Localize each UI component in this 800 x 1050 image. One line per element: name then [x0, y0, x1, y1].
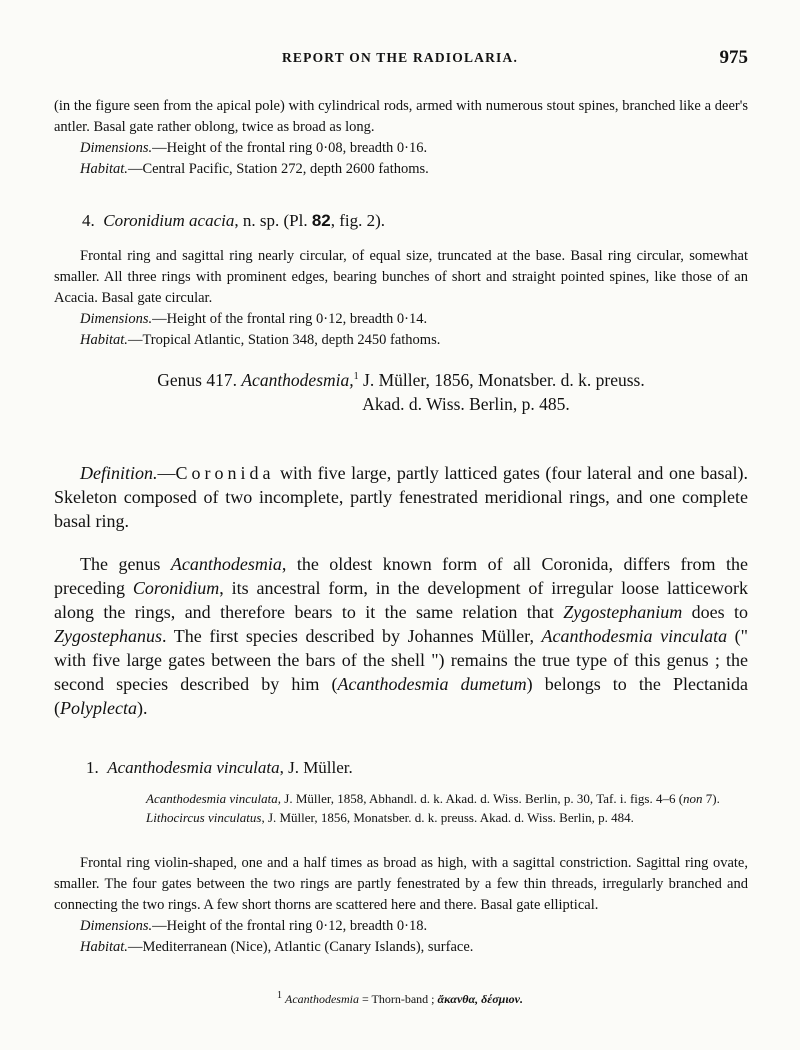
synonym-2: Lithocircus vinculatus, J. Müller, 1856, Monatsber. d. k. preuss. Akad. d. Wiss. Berlin, p. 484. [146, 810, 634, 825]
previous-species-continuation [54, 96, 748, 180]
dimensions-line: Dimensions.—Height of the frontal ring 0·08, breadth 0·16. [80, 140, 428, 156]
dimensions-line: Dimensions.—Height of the frontal ring 0·12, breadth 0·14. [80, 311, 428, 327]
genus-definition: Definition.—Coronida with five large, partly latticed gates (four lateral and one basal). Skeleton composed of two incomplete, partly fenestrated meridional rings, and one complete basal ring. [54, 463, 748, 531]
genus-name: Acanthodesmia, [241, 370, 354, 390]
page-header [0, 47, 800, 72]
genus-heading: Genus 417. Acanthodesmia,$^1$ J. Müller, 1856, Monatsber. d. k. preuss. Akad. d. Wiss. Berlin, p. 485. [157, 370, 645, 414]
species-heading-coronidium-acacia: 4. Coronidium acacia, n. sp. (Pl. 82, fig. 2). [82, 211, 386, 230]
synonym-1: Acanthodesmia vinculata, J. Müller, 1858, Abhandl. d. k. Akad. d. Wiss. Berlin, p. 30, Taf. i. figs. 4–6 (non 7). [146, 791, 720, 806]
species-heading-acanthodesmia-vinculata: 1. Acanthodesmia vinculata, J. Müller. [86, 758, 353, 777]
species-name: Acanthodesmia vinculata [107, 758, 280, 777]
species-4-body [54, 246, 748, 351]
page-number: 975 [719, 47, 748, 68]
footnote: $^1$ Acanthodesmia = Thorn-band ; ἄκανθα, δέσμιον. [276, 990, 524, 1006]
dimensions-line: Dimensions.—Height of the frontal ring 0·12, breadth 0·18. [80, 918, 428, 934]
running-title: REPORT ON THE RADIOLARIA. [281, 50, 519, 65]
habitat-line: Habitat.—Central Pacific, Station 272, depth 2600 fathoms. [80, 161, 429, 177]
footnote-mark: 1 [353, 371, 359, 383]
continuation-text: (in the figure seen from the apical pole) with cylindrical rods, armed with numerous stout spines, branched like a deer's antler. Basal gate rather oblong, twice as broad as long. [54, 98, 748, 135]
habitat-line: Habitat.—Mediterranean (Nice), Atlantic (Canary Islands), surface. [80, 939, 474, 955]
species-description: Frontal ring and sagittal ring nearly circular, of equal size, truncated at the base. Basal ring circular, somewhat smaller. All three rings with prominent edges, bearing bunches of short and straight pointed spines, like those of an Acacia. Basal gate circular. [54, 248, 748, 306]
synonymy [146, 789, 748, 827]
habitat-line: Habitat.—Tropical Atlantic, Station 348, depth 2450 fathoms. [80, 332, 441, 348]
species-name: Coronidium acacia [103, 211, 235, 230]
genus-discussion: The genus Acanthodesmia, the oldest known form of all Coronida, differs from the preceding Coronidium, its ancestral form, in the development of irregular loose latticework along the rings, and therefore bears to it the same relation that Zygostephanium does to Zygostephanus. The first species described by Johannes Müller, Acanthodesmia vinculata (" with five large gates between the bars of the shell ") remains the true type of this genus ; the second species described by him (Acanthodesmia dumetum) belongs to the Plectanida (Polyplecta). [54, 554, 749, 718]
species-1-body [54, 853, 748, 958]
species-description: Frontal ring violin-shaped, one and a half times as broad as high, with a sagittal constriction. Sagittal ring ovate, smaller. The four gates between the two rings are partly fenestrated by a few thin threads, irregularly branched and connecting the two rings. A few short thorns are scattered here and there. Basal gate elliptical. [54, 855, 748, 913]
